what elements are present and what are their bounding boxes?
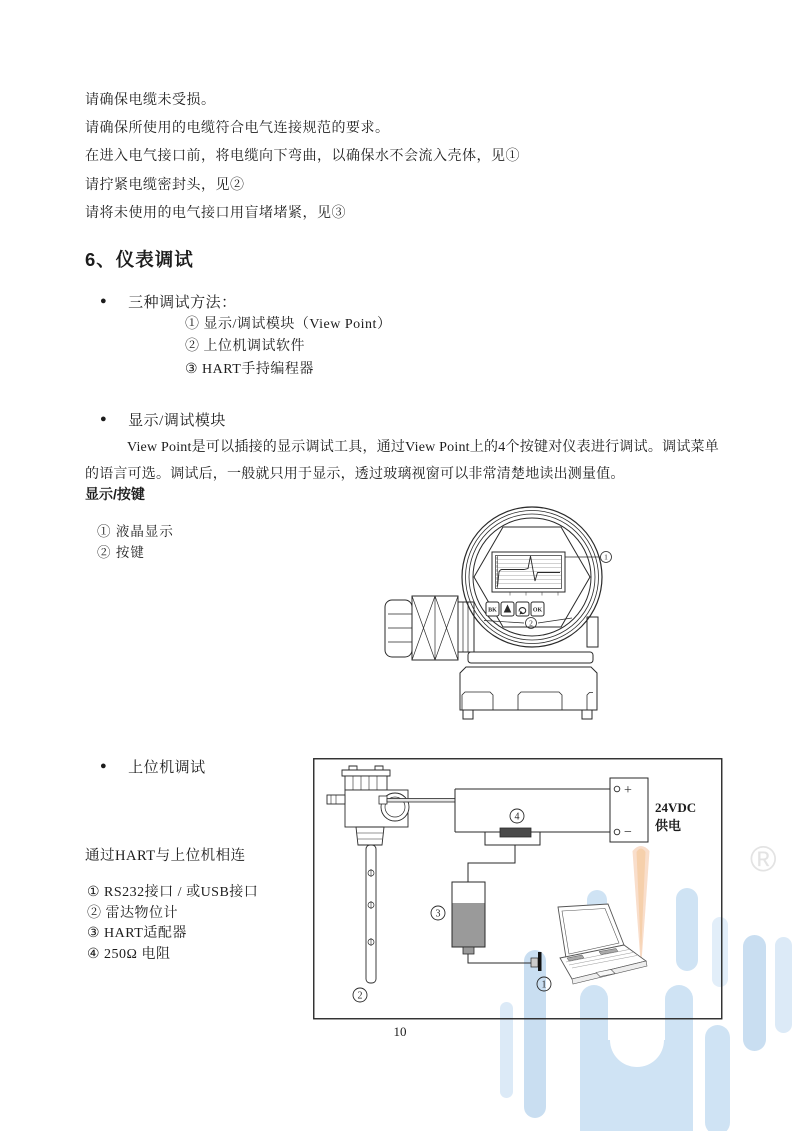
display-module-heading (100, 409, 226, 430)
svg-text:1: 1 (604, 552, 608, 562)
lcd-display (492, 552, 565, 596)
intro-line: 请将未使用的电气接口用盲堵堵紧，见③ (85, 205, 346, 221)
power-label-line2: 供电 (655, 818, 682, 833)
callout-radar (353, 988, 367, 1002)
svg-text:4: 4 (514, 811, 520, 823)
display-module-label: 显示/调试模块 (128, 413, 226, 429)
legend-item: ① RS232接口 / 或USB接口 (87, 885, 259, 900)
callout-resistor (510, 809, 524, 823)
methods-heading (100, 291, 237, 312)
legend-item: ① 液晶显示 (97, 524, 174, 539)
device-buttons (486, 602, 544, 616)
registered-trademark-icon: ® (750, 838, 777, 879)
signal-cable (379, 796, 387, 804)
display-keys-subheading: 显示/按键 (85, 486, 145, 502)
legend-item: ② 雷达物位计 (87, 905, 178, 921)
bullet-icon: ● (100, 759, 108, 772)
host-debug-heading (100, 756, 206, 777)
legend-item: ④ 250Ω 电阻 (87, 946, 171, 962)
host-debug-description: 通过HART与上位机相连 (85, 848, 246, 864)
bullet-icon: ● (100, 294, 108, 307)
legend-item: ② 按键 (97, 545, 145, 560)
power-supply (610, 778, 696, 842)
svg-text:OK: OK (532, 607, 543, 614)
viewpoint-device-drawing (360, 492, 620, 737)
section-title: 6、仪表调试 (85, 249, 194, 270)
callout-pc-interface (537, 977, 551, 991)
svg-text:3: 3 (435, 908, 441, 920)
resistor (500, 828, 531, 837)
list-item: ② 上位机调试软件 (185, 339, 305, 355)
host-debug-label: 上位机调试 (128, 760, 206, 776)
callout-hart-adapter (431, 906, 445, 920)
intro-line: 在进入电气接口前，将电缆向下弯曲，以确保水不会流入壳体，见① (85, 149, 520, 165)
intro-line: 请拧紧电缆密封头，见② (85, 177, 245, 193)
legend-item: ③ HART适配器 (87, 926, 187, 942)
laptop (558, 904, 647, 984)
methods-list (185, 314, 391, 381)
list-item: ③ HART手持编程器 (185, 361, 314, 377)
intro-paragraphs (85, 87, 520, 228)
hart-adapter (452, 882, 485, 954)
methods-label: 三种调试方法： (128, 295, 237, 311)
display-module-paragraph: View Point是可以插接的显示调试工具，通过View Point上的4个按键对仪表进行调试。调试菜单的语言可选。调试后，一般就只用于显示，透过玻璃视窗可以非常清楚地读出测量值。 (85, 440, 719, 483)
bullet-icon: ● (100, 412, 108, 425)
cable-gland (385, 596, 474, 660)
hart-connection-diagram (313, 758, 723, 1020)
current-loop-wires (455, 789, 614, 882)
svg-text:1: 1 (541, 979, 547, 991)
svg-text:2: 2 (529, 618, 533, 628)
intro-line: 请确保电缆未受损。 (85, 93, 216, 108)
adapter-to-pc-wire (468, 954, 537, 963)
housing-side-tab (587, 617, 598, 647)
pc-connector (531, 952, 542, 971)
display-module-legend (97, 521, 174, 563)
host-debug-legend (87, 883, 258, 965)
svg-text:2: 2 (357, 990, 363, 1002)
watermark-bar (705, 1025, 730, 1131)
minus-terminal: − (624, 825, 632, 840)
housing-base (460, 652, 597, 719)
power-label-line1: 24VDC (655, 800, 697, 815)
list-item: ① 显示/调试模块（View Point） (185, 317, 392, 332)
svg-text:BK: BK (488, 607, 497, 614)
plus-terminal: + (624, 783, 632, 798)
intro-line: 请确保所使用的电缆符合电气连接规范的要求。 (85, 121, 390, 137)
page-number: 10 (393, 1024, 407, 1039)
watermark-bar (775, 937, 792, 1033)
